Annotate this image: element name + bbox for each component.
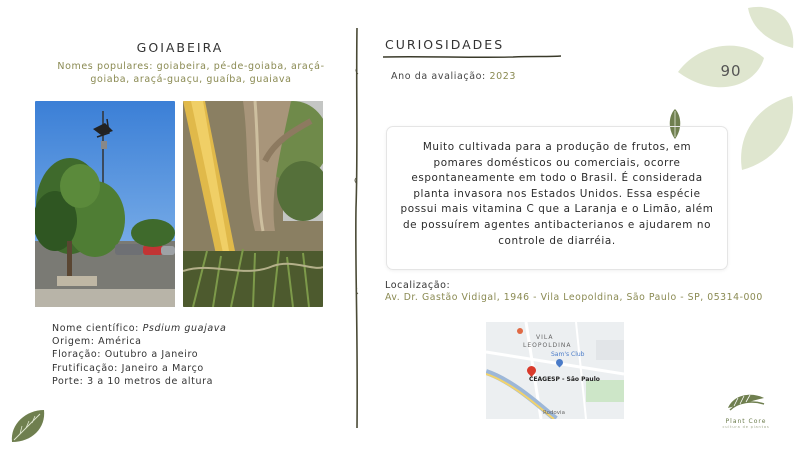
location-address: Av. Dr. Gastão Vidigal, 1946 - Vila Leopoldina, São Paulo - SP, 05314-000: [385, 292, 763, 303]
brand-name: Plant Core: [725, 418, 767, 425]
vertical-divider: [350, 28, 364, 428]
decorative-leaf-bottom-left: [8, 406, 48, 446]
flowering-row: Floração: Outubro a Janeiro: [52, 349, 199, 361]
size-row: Porte: 3 a 10 metros de altura: [52, 375, 214, 387]
map-district-line1: VILA: [536, 334, 554, 341]
restaurant-marker-icon: [517, 328, 523, 334]
guava-tree-photo: [35, 101, 175, 307]
plant-number-badge: 90: [720, 62, 742, 80]
brand-logo: [716, 390, 776, 429]
fruiting-row: Frutificação: Janeiro a Março: [52, 362, 204, 374]
scientific-name-row: [52, 322, 226, 335]
guava-trunk-photo: [183, 101, 323, 307]
brand-leaf-icon: [724, 390, 768, 412]
title-underline: [383, 54, 561, 60]
curiosities-card: Muito cultivada para a produção de frutos, em pomares domésticos ou comerciais, ocorre espontaneamente em todo o Brasil. É considerada planta invasora nos Estados Unidos. Essa espécie possui mais vitamina C que a Laranja e o Limão, além de possuírem agentes antibacterianos e ajudarem no controle de diarréia.: [386, 126, 728, 270]
brand-tagline: cultura de plantas: [722, 425, 770, 429]
location-map[interactable]: [486, 322, 624, 419]
popular-names: Nomes populares: goiabeira, pé-de-goiaba, araçá-goiaba, araçá-guaçu, guaíba, guaiava: [57, 61, 325, 85]
evaluation-year-label: Ano da avaliação:: [391, 71, 490, 82]
plant-facts: [52, 322, 226, 388]
map-store-label: Sam's Club: [551, 351, 585, 358]
map-road-label: Rodovia: [543, 410, 565, 416]
plant-title: GOIABEIRA: [136, 40, 224, 55]
evaluation-year-value: 2023: [489, 71, 517, 82]
evaluation-year: [391, 71, 516, 82]
scientific-name-label: Nome científico:: [52, 323, 143, 334]
map-pin-label: CEAGESP - São Paulo: [529, 376, 600, 383]
origin-row: Origem: América: [52, 336, 142, 348]
map-district-line2: LEOPOLDINA: [523, 342, 572, 349]
scientific-name: Psdium guajava: [142, 323, 227, 334]
curiosities-title: CURIOSIDADES: [385, 37, 505, 52]
location-label: Localização:: [385, 280, 451, 291]
